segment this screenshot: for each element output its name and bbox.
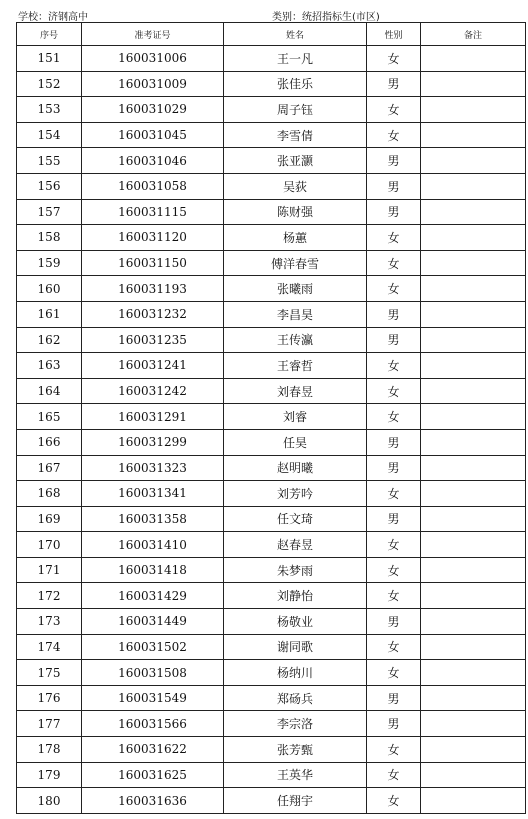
cell-gender: 男 [367,301,421,327]
table-row [17,583,526,609]
table-row [17,97,526,123]
cell-name: 郑砀兵 [224,685,367,711]
cell-name: 赵明曦 [224,455,367,481]
table-row [17,327,526,353]
table-row [17,301,526,327]
cell-exam-id: 160031029 [82,97,224,123]
cell-seq: 178 [17,737,82,763]
cell-exam-id: 160031449 [82,609,224,635]
cell-name: 张亚灏 [224,148,367,174]
cell-name: 周子钰 [224,97,367,123]
cell-exam-id: 160031241 [82,353,224,379]
table-row [17,711,526,737]
table-row [17,225,526,251]
cell-exam-id: 160031193 [82,276,224,302]
cell-name: 杨纳川 [224,660,367,686]
cell-gender: 女 [367,788,421,814]
cell-exam-id: 160031549 [82,685,224,711]
column-header-seq: 序号 [17,23,82,46]
cell-seq: 173 [17,609,82,635]
cell-gender: 女 [367,557,421,583]
table-row [17,455,526,481]
cell-name: 刘春昱 [224,378,367,404]
cell-exam-id: 160031299 [82,429,224,455]
table-row [17,199,526,225]
cell-exam-id: 160031115 [82,199,224,225]
cell-note [421,711,526,737]
cell-note [421,557,526,583]
cell-note [421,225,526,251]
cell-name: 陈财强 [224,199,367,225]
cell-note [421,737,526,763]
cell-gender: 女 [367,122,421,148]
cell-seq: 155 [17,148,82,174]
cell-gender: 女 [367,634,421,660]
table-row [17,378,526,404]
table-row [17,353,526,379]
cell-gender: 男 [367,506,421,532]
student-table [16,22,526,814]
cell-seq: 166 [17,429,82,455]
cell-gender: 女 [367,404,421,430]
cell-seq: 170 [17,532,82,558]
cell-exam-id: 160031242 [82,378,224,404]
cell-exam-id: 160031120 [82,225,224,251]
category-label: 类别：统招指标生(市区) [272,12,380,23]
cell-note [421,634,526,660]
table-header-row [17,23,526,46]
cell-seq: 160 [17,276,82,302]
table-row [17,685,526,711]
cell-note [421,199,526,225]
cell-name: 杨敬业 [224,609,367,635]
cell-seq: 177 [17,711,82,737]
cell-gender: 女 [367,762,421,788]
cell-note [421,532,526,558]
cell-note [421,122,526,148]
table-row [17,71,526,97]
cell-exam-id: 160031429 [82,583,224,609]
cell-note [421,455,526,481]
cell-exam-id: 160031006 [82,46,224,72]
cell-exam-id: 160031045 [82,122,224,148]
cell-exam-id: 160031009 [82,71,224,97]
cell-name: 任文琦 [224,506,367,532]
cell-seq: 153 [17,97,82,123]
cell-note [421,71,526,97]
cell-gender: 男 [367,173,421,199]
cell-gender: 女 [367,250,421,276]
cell-gender: 男 [367,711,421,737]
cell-name: 王英华 [224,762,367,788]
table-row [17,276,526,302]
cell-gender: 女 [367,46,421,72]
cell-seq: 172 [17,583,82,609]
cell-note [421,583,526,609]
cell-exam-id: 160031341 [82,481,224,507]
cell-name: 刘静怡 [224,583,367,609]
table-row [17,46,526,72]
cell-note [421,353,526,379]
cell-gender: 男 [367,429,421,455]
cell-note [421,429,526,455]
cell-gender: 男 [367,199,421,225]
cell-exam-id: 160031058 [82,173,224,199]
cell-exam-id: 160031150 [82,250,224,276]
table-row [17,173,526,199]
cell-seq: 152 [17,71,82,97]
cell-exam-id: 160031235 [82,327,224,353]
cell-gender: 女 [367,353,421,379]
table-row [17,557,526,583]
cell-name: 李昌昊 [224,301,367,327]
cell-seq: 167 [17,455,82,481]
cell-note [421,250,526,276]
cell-note [421,173,526,199]
cell-note [421,276,526,302]
table-row [17,737,526,763]
cell-name: 杨蕙 [224,225,367,251]
cell-seq: 156 [17,173,82,199]
table-row [17,250,526,276]
cell-name: 任翔宇 [224,788,367,814]
cell-note [421,46,526,72]
cell-name: 王传瀛 [224,327,367,353]
cell-note [421,327,526,353]
cell-name: 张芳甄 [224,737,367,763]
cell-gender: 女 [367,225,421,251]
cell-exam-id: 160031410 [82,532,224,558]
cell-seq: 169 [17,506,82,532]
cell-name: 谢同歌 [224,634,367,660]
cell-gender: 女 [367,97,421,123]
cell-exam-id: 160031625 [82,762,224,788]
cell-seq: 163 [17,353,82,379]
cell-seq: 157 [17,199,82,225]
cell-note [421,609,526,635]
cell-seq: 165 [17,404,82,430]
cell-note [421,685,526,711]
cell-seq: 174 [17,634,82,660]
cell-name: 张佳乐 [224,71,367,97]
column-header-name: 姓名 [224,23,367,46]
cell-exam-id: 160031502 [82,634,224,660]
cell-seq: 164 [17,378,82,404]
cell-name: 李雪倩 [224,122,367,148]
table-row [17,148,526,174]
table-row [17,481,526,507]
page-header [0,6,528,22]
table-row [17,429,526,455]
cell-seq: 151 [17,46,82,72]
cell-exam-id: 160031566 [82,711,224,737]
cell-note [421,762,526,788]
cell-exam-id: 160031291 [82,404,224,430]
cell-name: 王睿哲 [224,353,367,379]
cell-gender: 女 [367,378,421,404]
cell-name: 傅洋春雪 [224,250,367,276]
cell-gender: 男 [367,685,421,711]
cell-name: 刘芳吟 [224,481,367,507]
table-row [17,788,526,814]
cell-seq: 162 [17,327,82,353]
table-row [17,609,526,635]
cell-name: 李宗洛 [224,711,367,737]
cell-seq: 179 [17,762,82,788]
table-row [17,404,526,430]
cell-name: 刘睿 [224,404,367,430]
cell-gender: 男 [367,455,421,481]
cell-seq: 161 [17,301,82,327]
cell-gender: 女 [367,481,421,507]
cell-exam-id: 160031046 [82,148,224,174]
cell-note [421,378,526,404]
cell-seq: 154 [17,122,82,148]
cell-note [421,148,526,174]
cell-gender: 女 [367,660,421,686]
cell-name: 张曦雨 [224,276,367,302]
cell-gender: 女 [367,276,421,302]
cell-note [421,788,526,814]
cell-gender: 女 [367,532,421,558]
table-row [17,762,526,788]
cell-gender: 男 [367,148,421,174]
cell-seq: 171 [17,557,82,583]
cell-name: 王一凡 [224,46,367,72]
cell-exam-id: 160031232 [82,301,224,327]
cell-seq: 159 [17,250,82,276]
cell-name: 赵春昱 [224,532,367,558]
cell-note [421,506,526,532]
cell-exam-id: 160031636 [82,788,224,814]
cell-exam-id: 160031622 [82,737,224,763]
cell-name: 任昊 [224,429,367,455]
cell-note [421,404,526,430]
table-row [17,122,526,148]
table-row [17,532,526,558]
cell-seq: 175 [17,660,82,686]
cell-seq: 180 [17,788,82,814]
cell-gender: 女 [367,583,421,609]
cell-note [421,97,526,123]
cell-gender: 男 [367,71,421,97]
cell-gender: 男 [367,327,421,353]
cell-exam-id: 160031323 [82,455,224,481]
cell-exam-id: 160031508 [82,660,224,686]
cell-seq: 168 [17,481,82,507]
cell-name: 朱梦雨 [224,557,367,583]
cell-gender: 男 [367,609,421,635]
cell-seq: 158 [17,225,82,251]
school-label: 学校：济钢高中 [18,12,88,23]
cell-exam-id: 160031418 [82,557,224,583]
column-header-exam-id: 准考证号 [82,23,224,46]
table-row [17,660,526,686]
column-header-gender: 性别 [367,23,421,46]
cell-exam-id: 160031358 [82,506,224,532]
cell-note [421,660,526,686]
cell-note [421,481,526,507]
column-header-note: 备注 [421,23,526,46]
cell-note [421,301,526,327]
table-body [17,46,526,814]
table-row [17,634,526,660]
table-row [17,506,526,532]
cell-gender: 女 [367,737,421,763]
cell-name: 吴荻 [224,173,367,199]
cell-seq: 176 [17,685,82,711]
